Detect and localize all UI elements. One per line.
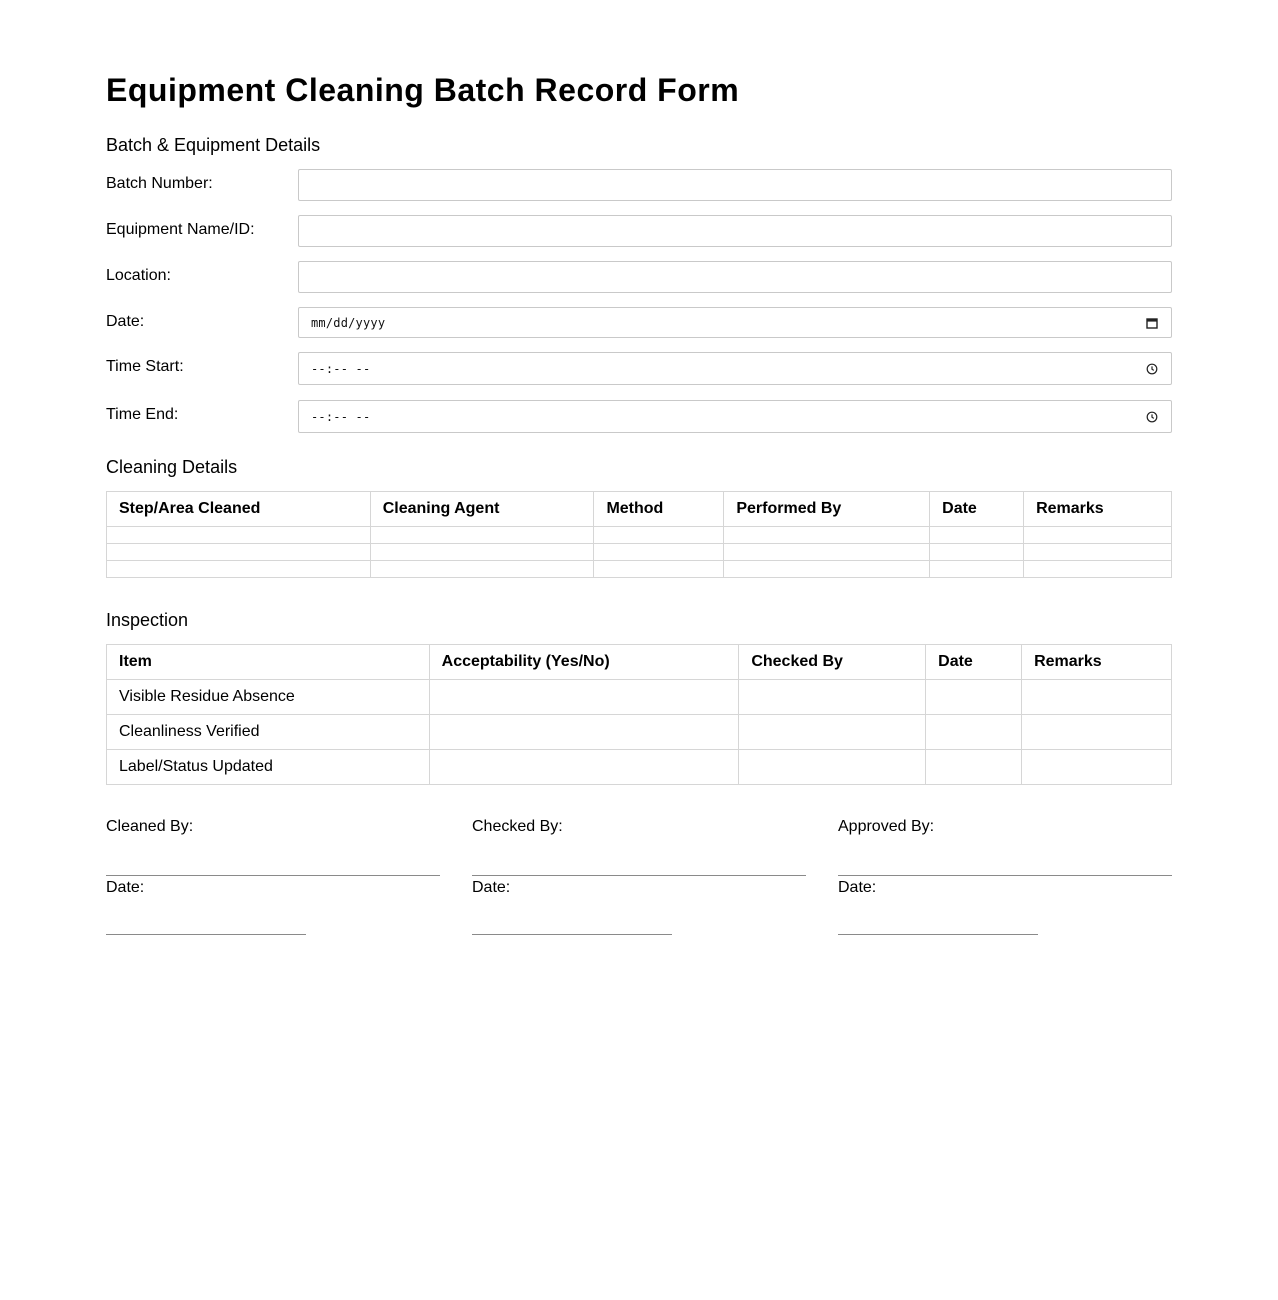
table-cell[interactable] <box>739 750 926 785</box>
column-header: Step/Area Cleaned <box>107 492 371 527</box>
table-cell[interactable] <box>370 561 594 578</box>
table-cell[interactable] <box>370 544 594 561</box>
checked-by-label: Checked By: <box>472 818 563 835</box>
table-cell[interactable] <box>930 544 1024 561</box>
table-cell[interactable] <box>594 544 724 561</box>
date-row <box>106 307 1172 340</box>
equipment-name-label: Equipment Name/ID: <box>106 221 255 238</box>
table-cell[interactable] <box>1024 544 1172 561</box>
inspection-item-cell: Cleanliness Verified <box>107 715 430 750</box>
table-cell[interactable] <box>926 750 1022 785</box>
inspection-item-cell: Label/Status Updated <box>107 750 430 785</box>
clock-icon[interactable] <box>1146 363 1158 375</box>
inspection-table <box>106 644 1172 785</box>
table-header-row <box>107 645 1172 680</box>
batch-number-row <box>106 169 1172 202</box>
column-header: Remarks <box>1024 492 1172 527</box>
time-start-label: Time Start: <box>106 358 184 375</box>
batch-number-label: Batch Number: <box>106 175 213 192</box>
time-end-row <box>106 400 1172 433</box>
column-header: Date <box>926 645 1022 680</box>
table-row <box>107 561 1172 578</box>
table-cell[interactable] <box>926 680 1022 715</box>
clock-icon[interactable] <box>1146 411 1158 423</box>
table-cell[interactable] <box>1024 527 1172 544</box>
batch-number-input[interactable] <box>298 169 1172 201</box>
date-placeholder: mm/dd/yyyy <box>311 316 386 330</box>
time-end-input[interactable] <box>298 400 1172 433</box>
table-cell[interactable] <box>107 561 371 578</box>
equipment-name-input[interactable] <box>298 215 1172 247</box>
cleaned-by-signature-line[interactable] <box>106 875 440 876</box>
table-cell[interactable] <box>594 527 724 544</box>
inspection-item-cell: Visible Residue Absence <box>107 680 430 715</box>
checked-by-signature-line[interactable] <box>472 875 806 876</box>
date-input[interactable] <box>298 307 1172 338</box>
table-cell[interactable] <box>724 561 930 578</box>
cleaning-section-heading: Cleaning Details <box>106 457 238 477</box>
checked-by-date-label: Date: <box>472 879 511 896</box>
table-cell[interactable] <box>429 750 739 785</box>
approved-by-signature-line[interactable] <box>838 875 1172 876</box>
table-cell[interactable] <box>926 715 1022 750</box>
table-cell[interactable] <box>107 527 371 544</box>
location-row <box>106 261 1172 294</box>
table-row <box>107 544 1172 561</box>
time-start-input[interactable] <box>298 352 1172 385</box>
approved-by-date-line[interactable] <box>838 934 1038 935</box>
calendar-icon[interactable] <box>1146 317 1158 329</box>
table-cell[interactable] <box>107 544 371 561</box>
table-cell[interactable] <box>1024 561 1172 578</box>
batch-section-heading: Batch & Equipment Details <box>106 135 321 155</box>
cleaned-by-date-label: Date: <box>106 879 145 896</box>
cleaning-details-table <box>106 491 1172 578</box>
table-row <box>107 680 1172 715</box>
table-cell[interactable] <box>370 527 594 544</box>
inspection-section-heading: Inspection <box>106 610 189 630</box>
table-cell[interactable] <box>739 680 926 715</box>
table-row <box>107 750 1172 785</box>
column-header: Method <box>594 492 724 527</box>
approved-by-date-label: Date: <box>838 879 877 896</box>
approved-by-label: Approved By: <box>838 818 935 835</box>
date-label: Date: <box>106 313 145 330</box>
table-cell[interactable] <box>429 680 739 715</box>
page-title: Equipment Cleaning Batch Record Form <box>106 72 740 108</box>
table-cell[interactable] <box>724 527 930 544</box>
table-cell[interactable] <box>429 715 739 750</box>
table-cell[interactable] <box>1022 680 1172 715</box>
table-row <box>107 715 1172 750</box>
table-row <box>107 527 1172 544</box>
column-header: Acceptability (Yes/No) <box>429 645 739 680</box>
table-header-row <box>107 492 1172 527</box>
column-header: Performed By <box>724 492 930 527</box>
time-start-placeholder: --:-- -- <box>311 362 371 376</box>
table-cell[interactable] <box>739 715 926 750</box>
time-end-label: Time End: <box>106 406 179 423</box>
equipment-name-row <box>106 215 1172 248</box>
table-cell[interactable] <box>930 527 1024 544</box>
time-start-row <box>106 352 1172 385</box>
time-end-placeholder: --:-- -- <box>311 410 371 424</box>
table-cell[interactable] <box>594 561 724 578</box>
table-cell[interactable] <box>724 544 930 561</box>
column-header: Item <box>107 645 430 680</box>
table-cell[interactable] <box>930 561 1024 578</box>
location-input[interactable] <box>298 261 1172 293</box>
column-header: Remarks <box>1022 645 1172 680</box>
table-cell[interactable] <box>1022 715 1172 750</box>
table-cell[interactable] <box>1022 750 1172 785</box>
cleaned-by-label: Cleaned By: <box>106 818 194 835</box>
checked-by-date-line[interactable] <box>472 934 672 935</box>
location-label: Location: <box>106 267 171 284</box>
cleaned-by-date-line[interactable] <box>106 934 306 935</box>
column-header: Checked By <box>739 645 926 680</box>
column-header: Cleaning Agent <box>370 492 594 527</box>
column-header: Date <box>930 492 1024 527</box>
